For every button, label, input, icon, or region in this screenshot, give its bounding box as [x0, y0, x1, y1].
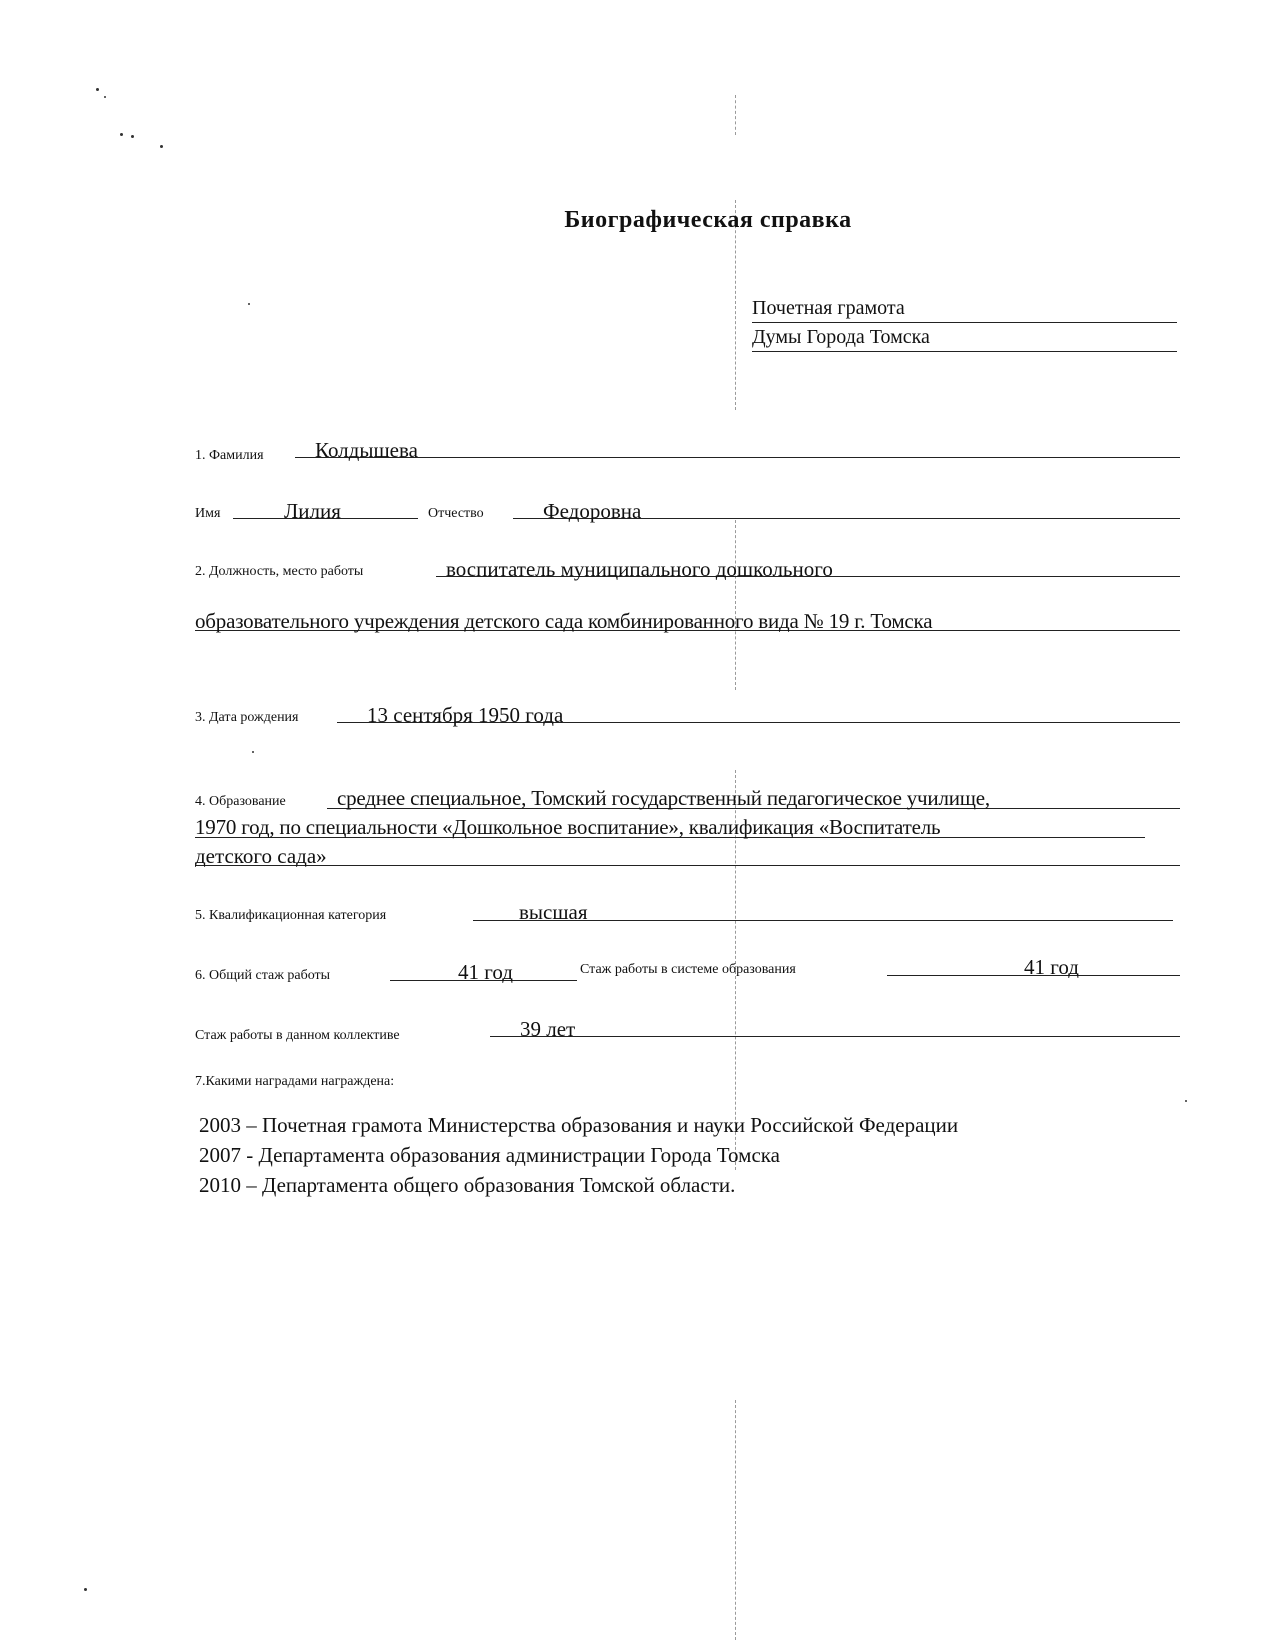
category-value: высшая: [519, 900, 588, 924]
scan-fold-mark: [735, 520, 736, 690]
team-experience-label: Стаж работы в данном коллективе: [195, 1028, 400, 1043]
position-value-line1: воспитатель муниципального дошкольного: [446, 557, 833, 581]
scan-speck: [131, 135, 134, 138]
scan-speck: [252, 751, 254, 753]
scan-speck: [104, 96, 106, 98]
scan-speck: [1185, 1100, 1187, 1102]
award-item: 2010 – Департамента общего образования Томской области.: [199, 1173, 736, 1197]
total-experience-label: 6. Общий стаж работы: [195, 968, 331, 983]
team-experience-underline: [490, 1036, 1180, 1037]
position-label: 2. Должность, место работы: [195, 564, 364, 579]
position-value-line2: образовательного учреждения детского сада комбинированного вида № 19 г. Томска: [195, 609, 933, 633]
awards-list: [199, 1110, 958, 1200]
education-underline: [195, 865, 1180, 866]
birth-date-value: 13 сентября 1950 года: [367, 703, 564, 727]
surname-label: 1. Фамилия: [195, 448, 264, 463]
scan-fold-mark: [735, 1400, 736, 1640]
category-label: 5. Квалификационная категория: [195, 908, 387, 923]
patronymic-label: Отчество: [428, 506, 484, 521]
total-experience-value: 41 год: [458, 960, 513, 984]
education-value-line2: 1970 год, по специальности «Дошкольное воспитание», квалификация «Воспитатель: [195, 815, 941, 839]
edu-experience-label: Стаж работы в системе образования: [580, 962, 796, 977]
underline: [752, 322, 1177, 323]
awards-label: 7.Какими наградами награждена:: [195, 1074, 395, 1089]
scan-speck: [84, 1588, 87, 1591]
document-title: Биографическая справка: [564, 207, 852, 233]
birth-date-label: 3. Дата рождения: [195, 710, 299, 725]
patronymic-value: Федоровна: [543, 499, 642, 523]
scan-fold-mark: [735, 95, 736, 135]
education-label: 4. Образование: [195, 794, 286, 809]
award-item: 2003 – Почетная грамота Министерства образования и науки Российской Федерации: [199, 1113, 959, 1137]
scan-speck: [160, 145, 163, 148]
scan-speck: [120, 133, 123, 136]
education-value-line3: детского сада»: [195, 844, 327, 868]
surname-value: Колдышева: [315, 438, 418, 462]
education-value-line1: среднее специальное, Томский государственный педагогическое училище,: [337, 786, 990, 810]
award-type-line1: Почетная грамота: [752, 297, 905, 319]
name-value: Лилия: [284, 499, 341, 523]
scan-speck: [96, 88, 99, 91]
edu-experience-value: 41 год: [1024, 955, 1079, 979]
award-type-line2: Думы Города Томска: [752, 326, 930, 348]
team-experience-value: 39 лет: [520, 1017, 576, 1041]
scan-speck: [248, 303, 250, 305]
underline: [752, 351, 1177, 352]
name-label: Имя: [195, 506, 221, 521]
award-item: 2007 - Департамента образования администрации Города Томска: [199, 1143, 780, 1167]
surname-underline: [295, 457, 1180, 458]
